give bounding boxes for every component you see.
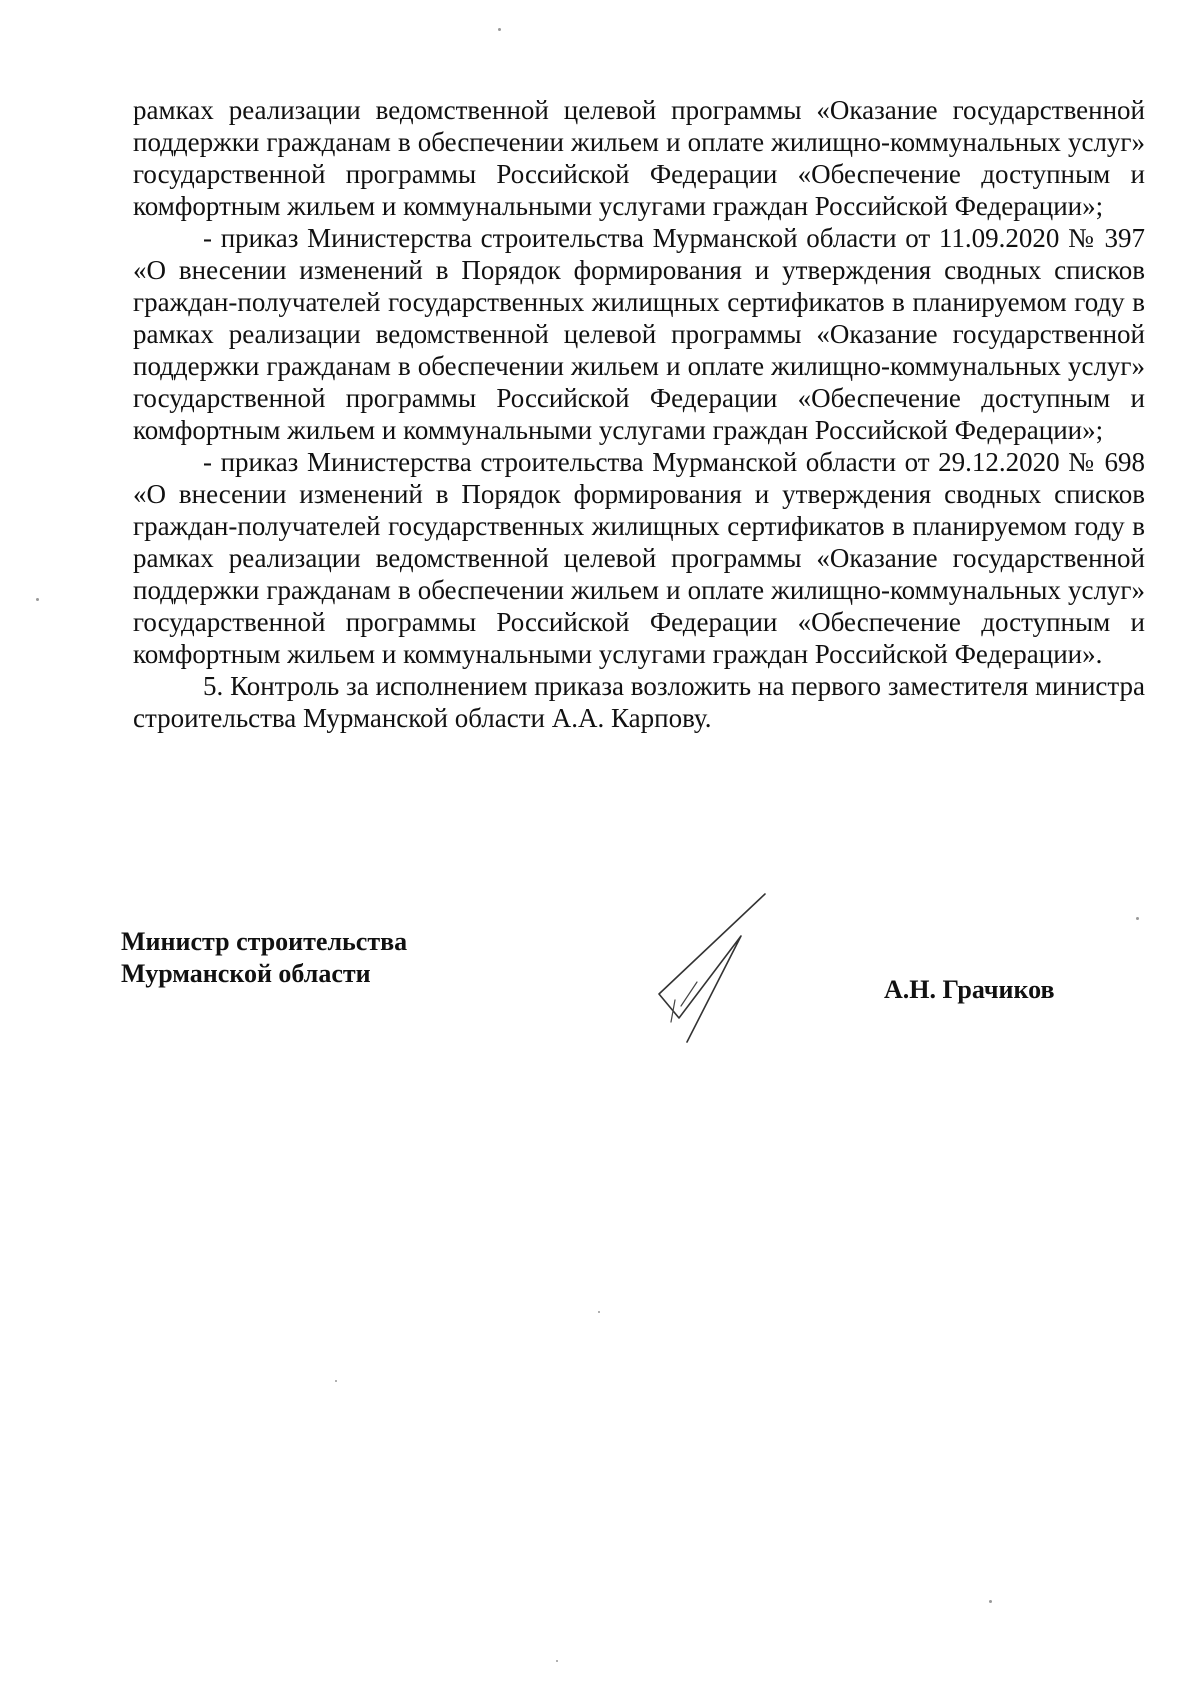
paragraph-intro: рамках реализации ведомственной целевой программы «Оказание государственной поддержки гражданам в обеспечении жильем и оплате жилищно-коммунальных услуг» государственной программы Российской Федерации «Обеспечение доступным и комфортным жильем и коммунальными услугами граждан Российской Федерации»;	[133, 95, 1145, 221]
scan-speck	[989, 1600, 992, 1603]
handwritten-signature	[645, 890, 775, 1050]
scan-speck	[498, 28, 501, 31]
signatory-title-line1: Министр строительства	[121, 927, 408, 956]
document-body	[133, 94, 1145, 734]
signatory-title	[121, 926, 407, 990]
scan-speck	[598, 1311, 600, 1313]
paragraph-order-698: - приказ Министерства строительства Мурманской области от 29.12.2020 № 698 «О внесении изменений в Порядок формирования и утверждения сводных списков граждан-получателей государственных жилищных сертификатов в планируемом году в рамках реализации ведомственной целевой программы «Оказание государственной поддержки гражданам в обеспечении жильем и оплате жилищно-коммунальных услуг» государственной программы Российской Федерации «Обеспечение доступным и комфортным жильем и коммунальными услугами граждан Российской Федерации».	[133, 447, 1145, 669]
signatory-title-line2: Мурманской области	[121, 959, 371, 988]
paragraph-control: 5. Контроль за исполнением приказа возложить на первого заместителя министра строительства Мурманской области А.А. Карпову.	[133, 671, 1145, 733]
paragraph-order-397: - приказ Министерства строительства Мурманской области от 11.09.2020 № 397 «О внесении изменений в Порядок формирования и утверждения сводных списков граждан-получателей государственных жилищных сертификатов в планируемом году в рамках реализации ведомственной целевой программы «Оказание государственной поддержки гражданам в обеспечении жильем и оплате жилищно-коммунальных услуг» государственной программы Российской Федерации «Обеспечение доступным и комфортным жильем и коммунальными услугами граждан Российской Федерации»;	[133, 223, 1145, 445]
scan-speck	[556, 1660, 558, 1662]
scan-speck	[335, 1380, 337, 1382]
scan-speck	[36, 598, 39, 601]
signatory-name: А.Н. Грачиков	[884, 975, 1055, 1004]
scan-speck	[1136, 917, 1139, 920]
